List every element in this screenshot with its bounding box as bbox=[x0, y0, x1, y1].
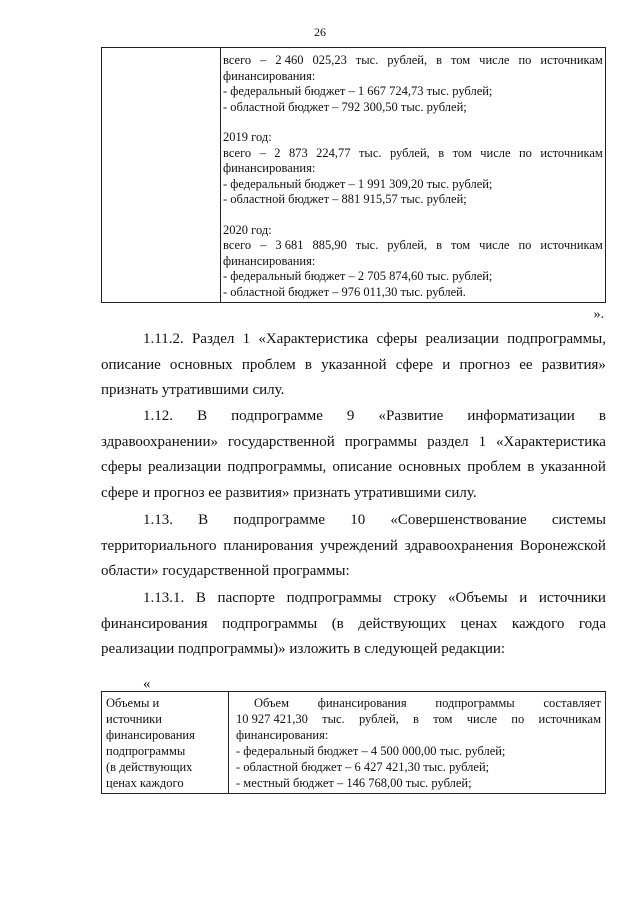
word: – bbox=[260, 238, 267, 252]
word: года bbox=[578, 615, 606, 632]
funding-table-bottom bbox=[101, 691, 606, 794]
word: в bbox=[413, 712, 419, 726]
word: системы bbox=[551, 512, 606, 528]
word: здравоохранении» bbox=[101, 433, 218, 450]
word: реализации bbox=[425, 331, 499, 347]
funding-block-2018 bbox=[223, 53, 603, 115]
word: реализации bbox=[147, 459, 222, 475]
word: 1.11.2. bbox=[143, 331, 184, 347]
table-right-cell bbox=[221, 48, 606, 303]
word: тыс. bbox=[355, 53, 379, 67]
word: действующих bbox=[358, 615, 447, 632]
word: программы bbox=[344, 433, 418, 450]
word: подпрограммы bbox=[286, 590, 382, 606]
word: 873 bbox=[288, 145, 308, 160]
word: описание bbox=[101, 356, 161, 373]
word: том bbox=[450, 53, 471, 67]
word: 2 bbox=[274, 145, 281, 160]
word: сферы bbox=[376, 331, 418, 347]
word: ценах bbox=[460, 615, 498, 632]
word: рублей, bbox=[389, 145, 430, 160]
word: источникам bbox=[540, 145, 603, 160]
word: финансирования bbox=[101, 615, 208, 632]
word: в bbox=[436, 238, 442, 252]
label-line: (в действующих bbox=[106, 760, 193, 774]
paragraph-1-11-2 bbox=[101, 327, 606, 404]
word: (в bbox=[331, 615, 344, 632]
paragraph-1-12 bbox=[101, 404, 606, 506]
year-label: 2020 год: bbox=[223, 222, 272, 237]
para-line bbox=[101, 404, 606, 430]
word: числе bbox=[480, 145, 511, 160]
para-line bbox=[101, 327, 606, 353]
word: В bbox=[198, 512, 209, 528]
word: тыс. bbox=[358, 145, 382, 160]
funding-table-top bbox=[101, 47, 606, 303]
funding-block-2019 bbox=[223, 130, 603, 208]
para-line bbox=[101, 612, 606, 638]
word: подпрограммы, bbox=[507, 331, 606, 347]
word: тыс. bbox=[355, 238, 379, 252]
word: раздел bbox=[427, 433, 469, 450]
word: всего bbox=[223, 145, 252, 160]
word: 9 bbox=[346, 408, 355, 424]
word: ее bbox=[519, 356, 533, 373]
word: 10 bbox=[350, 512, 366, 528]
word: «Объемы bbox=[447, 590, 508, 606]
word: В bbox=[197, 408, 208, 424]
word: в bbox=[304, 356, 312, 373]
word: источникам bbox=[540, 53, 603, 67]
word: здравоохранения bbox=[404, 537, 514, 554]
row-value-cell bbox=[229, 692, 606, 794]
total-line bbox=[223, 238, 603, 254]
para-line bbox=[101, 534, 606, 560]
para-line: сфере и прогноз ее развития» признать утратившими силу. bbox=[101, 484, 477, 501]
text-line: финансирования: bbox=[223, 253, 316, 268]
row-label-cell bbox=[102, 692, 229, 794]
regional-budget-line: - областной бюджет – 976 011,30 тыс. рублей. bbox=[223, 284, 466, 299]
word: подпрограммы, bbox=[227, 459, 327, 475]
word: по bbox=[518, 53, 532, 67]
label-line: подпрограммы bbox=[106, 744, 186, 758]
local-budget-line: - местный бюджет – 146 768,00 тыс. рублей; bbox=[236, 776, 472, 790]
para-line bbox=[101, 508, 606, 534]
word: – bbox=[259, 145, 266, 160]
word: государственной bbox=[227, 433, 335, 450]
word: 224,77 bbox=[316, 145, 351, 160]
word: всего bbox=[223, 238, 252, 252]
word: подпрограмме bbox=[231, 408, 323, 424]
para-line: признать утратившими силу. bbox=[101, 382, 285, 398]
regional-budget-line: - областной бюджет – 881 915,57 тыс. рублей; bbox=[223, 192, 467, 206]
word: в bbox=[527, 459, 535, 475]
label-line: ценах каждого bbox=[106, 776, 184, 790]
label-line: Объемы и bbox=[106, 696, 160, 710]
word: 1 bbox=[478, 433, 487, 450]
para-line bbox=[101, 430, 606, 456]
regional-budget-line: - областной бюджет – 792 300,50 тыс. рублей; bbox=[223, 99, 467, 114]
word: числе bbox=[479, 238, 510, 252]
word: 885,90 bbox=[312, 238, 347, 252]
federal-budget-line: - федеральный бюджет – 1 667 724,73 тыс. рублей; bbox=[223, 84, 493, 98]
value-line bbox=[236, 711, 601, 727]
word: описание bbox=[332, 459, 393, 475]
word: по bbox=[518, 238, 532, 252]
word: – bbox=[260, 53, 267, 67]
word: в bbox=[598, 408, 606, 424]
label-line: финансирования bbox=[106, 728, 195, 742]
closing-quote: ». bbox=[593, 307, 604, 322]
word: Воронежской bbox=[519, 537, 606, 554]
word: информатизации bbox=[467, 408, 575, 424]
word: источникам bbox=[538, 712, 601, 726]
word: планирования bbox=[223, 537, 314, 554]
regional-budget-line: - областной бюджет – 6 427 421,30 тыс. рублей; bbox=[236, 760, 490, 774]
word: 1.13. bbox=[143, 512, 173, 528]
word: проблем bbox=[467, 459, 522, 475]
word: учреждений bbox=[319, 537, 398, 554]
word: территориального bbox=[101, 537, 217, 554]
word: «Совершенствование bbox=[390, 512, 527, 528]
word: в bbox=[438, 145, 445, 160]
word: и bbox=[519, 590, 528, 606]
word: В bbox=[195, 590, 206, 606]
para-line bbox=[101, 455, 606, 481]
word: подпрограммы bbox=[435, 696, 515, 710]
word: том bbox=[452, 145, 472, 160]
word: в bbox=[436, 53, 442, 67]
word: паспорте bbox=[217, 590, 275, 606]
para-line: реализации подпрограммы)» изложить в следующей редакции: bbox=[101, 641, 506, 657]
word: источникам bbox=[540, 238, 603, 252]
word: 1.12. bbox=[143, 408, 173, 424]
word: числе bbox=[479, 53, 510, 67]
word: каждого bbox=[511, 615, 565, 632]
word: «Развитие bbox=[378, 408, 444, 424]
federal-budget-line: - федеральный бюджет – 4 500 000,00 тыс. рублей; bbox=[236, 744, 506, 758]
word: прогноз bbox=[459, 356, 511, 373]
word: «Характеристика bbox=[258, 331, 369, 347]
word: и bbox=[442, 356, 451, 373]
word: источники bbox=[538, 590, 606, 606]
word: всего bbox=[223, 53, 252, 67]
value-line bbox=[236, 695, 601, 711]
paragraph-1-13 bbox=[101, 508, 606, 585]
word: строку bbox=[393, 590, 437, 606]
word: числе bbox=[466, 712, 498, 726]
word: том bbox=[433, 712, 453, 726]
word: указанной bbox=[321, 356, 387, 373]
word: рублей, bbox=[358, 712, 399, 726]
opening-quote: « bbox=[143, 676, 151, 692]
word: финансирования bbox=[317, 696, 407, 710]
word: Раздел bbox=[191, 331, 235, 347]
word: развития» bbox=[541, 356, 606, 373]
word: рублей, bbox=[387, 238, 428, 252]
label-line: источники bbox=[106, 712, 162, 726]
word: проблем bbox=[241, 356, 296, 373]
total-line bbox=[223, 146, 603, 162]
word: по bbox=[511, 712, 525, 726]
word: «Характеристика bbox=[496, 433, 606, 450]
para-line bbox=[101, 586, 606, 612]
federal-budget-line: - федеральный бюджет – 1 991 309,20 тыс. рублей; bbox=[223, 176, 493, 191]
word: основных bbox=[169, 356, 233, 373]
word: подпрограммы bbox=[222, 615, 318, 632]
word: 10 927 421,30 bbox=[236, 712, 308, 726]
word: 1 bbox=[242, 331, 251, 347]
word: рублей, bbox=[387, 53, 428, 67]
year-label: 2019 год: bbox=[223, 130, 272, 144]
word: Объем bbox=[254, 696, 289, 710]
word: тыс. bbox=[322, 712, 345, 726]
federal-budget-line: - федеральный бюджет – 2 705 874,60 тыс. рублей; bbox=[223, 269, 493, 283]
word: указанной bbox=[540, 459, 606, 475]
value-line: финансирования: bbox=[236, 728, 329, 742]
total-line bbox=[223, 53, 603, 69]
word: том bbox=[450, 238, 471, 252]
word: сферы bbox=[101, 459, 142, 475]
word: по bbox=[518, 145, 532, 160]
word: основных bbox=[398, 459, 462, 475]
word: сфере bbox=[395, 356, 434, 373]
word: составляет bbox=[543, 696, 601, 710]
word: 025,23 bbox=[312, 53, 347, 67]
word: 3 681 bbox=[275, 238, 304, 252]
para-line bbox=[101, 353, 606, 379]
paragraph-1-13-1 bbox=[101, 586, 606, 663]
text-line: финансирования: bbox=[223, 161, 316, 175]
word: 2 460 bbox=[275, 53, 304, 67]
text-line: финансирования: bbox=[223, 68, 316, 83]
funding-block-2020 bbox=[223, 223, 603, 301]
page-number: 26 bbox=[314, 25, 326, 39]
word: 1.13.1. bbox=[143, 590, 185, 606]
table-left-cell bbox=[102, 48, 221, 303]
para-line: области» государственной программы: bbox=[101, 563, 350, 579]
word: подпрограмме bbox=[233, 512, 326, 528]
